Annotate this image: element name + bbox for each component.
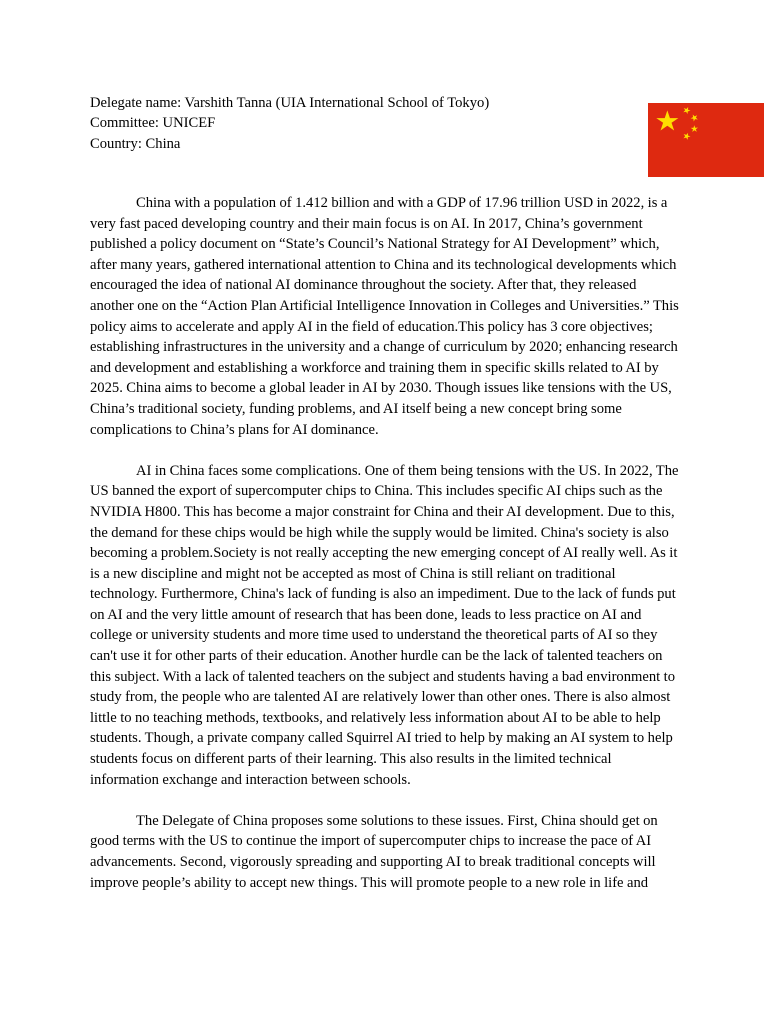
country-line: Country: China bbox=[90, 135, 181, 152]
essay-body bbox=[90, 193, 682, 914]
paragraph-introduction: China with a population of 1.412 billion and with a GDP of 17.96 trillion USD in 2022, is a very fast paced developing country and their main focus is on AI. In 2017, China’s government published a policy document on “State’s Council’s National Strategy for AI Development” which, after many years, gathered international attention to China and its technological developments which encouraged the idea of national AI dominance throughout the society. After that, they released another one on the “Action Plan Artificial Intelligence Innovation in Colleges and Universities.” This policy aims to accelerate and apply AI in the field of education.This policy has 3 core objectives; establishing infrastructures in the university and a change of curriculum by 2020; enhancing research and development and establishing a workforce and training them in specific skills related to AI by 2025. China aims to become a global leader in AI by 2030. Though issues like tensions with the US, China’s traditional society, funding problems, and AI itself being a new concept bring some complications to China’s plans for AI dominance. bbox=[90, 195, 679, 438]
document-header bbox=[90, 93, 489, 154]
paragraph-complications: AI in China faces some complications. One of them being tensions with the US. In 2022, The US banned the export of supercomputer chips to China. This includes specific AI chips such as the NVIDIA H800. This has become a major constraint for China and their AI development. Due to this, the demand for these chips would be high while the supply would be limited. China's society is also becoming a problem.Society is not really accepting the new emerging concept of AI really well. As it is a new discipline and might not be accepted as most of China is still reliant on traditional technology. Furthermore, China's lack of funding is also an impediment. Due to the lack of funds put on AI and the very little amount of research that has been done, leads to less practice on AI and college or university students and more time used to understand the theoretical parts of AI so they can't use it for other parts of their education. Another hurdle can be the lack of talented teachers on this subject. With a lack of talented teachers on the subject and students having a bad environment to study from, the people who are talented AI are relatively lower than other ones. There is also almost little to no teaching methods, textbooks, and relatively less information about AI to be able to help students. Though, a private company called Squirrel AI tried to help by making an AI system to help students focus on different parts of their learning. This also results in the limited technical information exchange and interaction between schools. bbox=[90, 462, 679, 788]
paragraph-solutions: The Delegate of China proposes some solutions to these issues. First, China should get on good terms with the US to continue the import of supercomputer chips to increase the pace of AI advancements. Second, vigorously spreading and supporting AI to break traditional concepts will improve people’s ability to accept new things. This will promote people to a new role in life and bbox=[90, 812, 658, 891]
delegate-name-line: Delegate name: Varshith Tanna (UIA International School of Tokyo) bbox=[90, 95, 490, 111]
china-flag-icon bbox=[648, 103, 764, 177]
committee-line: Committee: UNICEF bbox=[90, 115, 216, 132]
